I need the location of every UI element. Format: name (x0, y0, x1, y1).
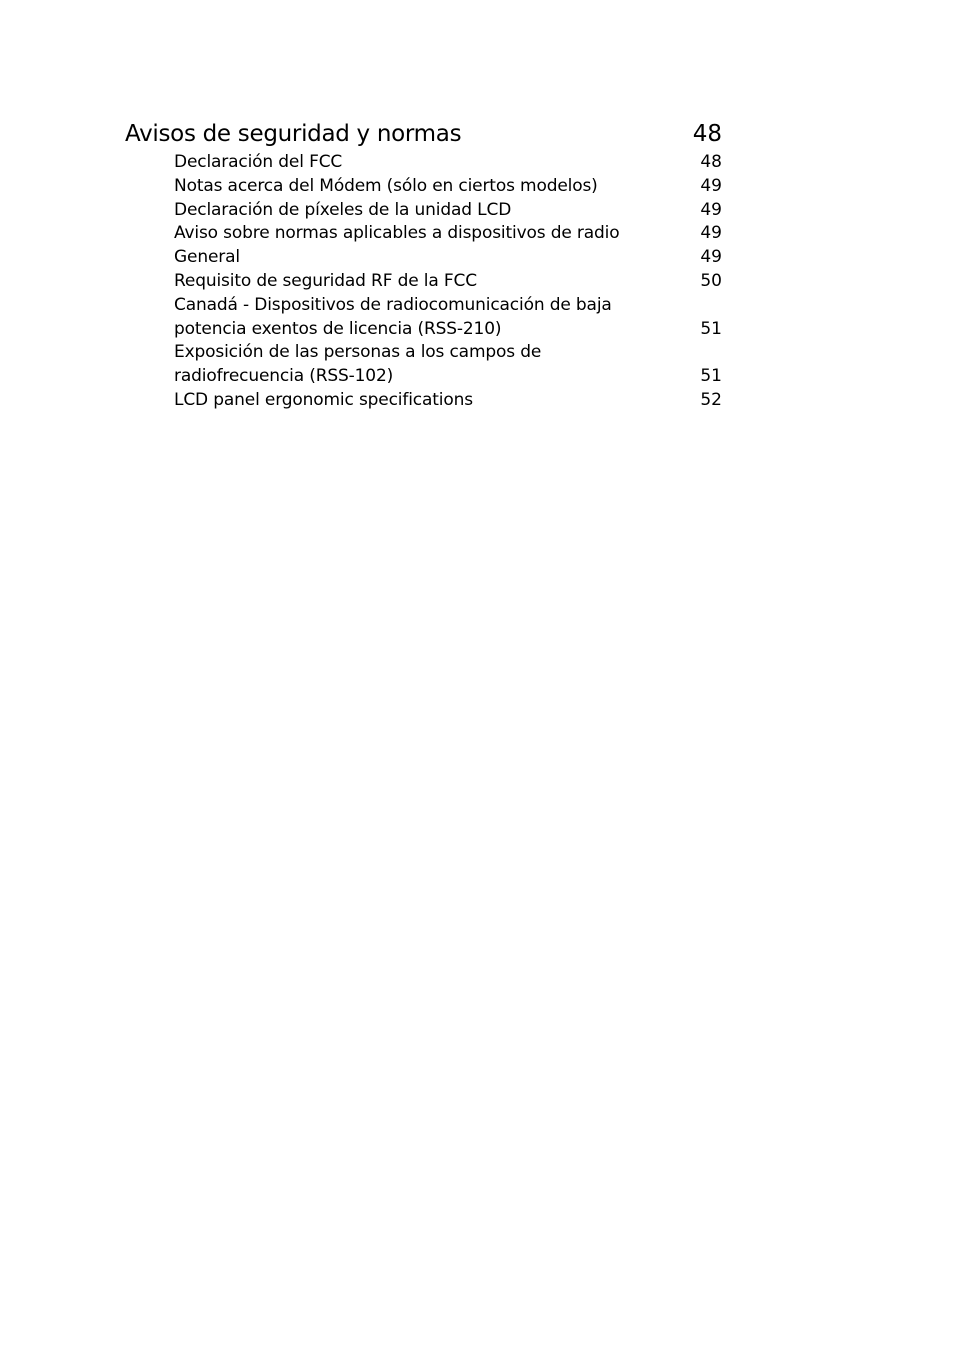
toc-entry-title: Canadá - Dispositivos de radiocomunicación de baja potencia exentos de licencia (RSS-210) (174, 294, 612, 339)
toc-entry[interactable] (174, 341, 722, 389)
toc-entry-page: 49 (700, 175, 722, 196)
toc-entry-title: Aviso sobre normas aplicables a dispositivos de radio (174, 223, 620, 244)
toc-entry[interactable] (174, 389, 722, 413)
toc-entry[interactable] (174, 222, 722, 246)
toc-entry-page: 48 (700, 152, 722, 172)
toc-entry[interactable] (174, 199, 722, 223)
toc-entry-title: Exposición de las personas a los campos de radiofrecuencia (RSS-102) (174, 342, 542, 387)
section-page-number: 48 (692, 121, 722, 147)
toc-entry-page: 51 (700, 318, 722, 339)
toc-entry-title: Declaración del FCC (174, 152, 343, 172)
toc-section-heading[interactable] (125, 117, 722, 151)
toc-entry-list (125, 151, 722, 413)
toc-entry-title: General (174, 247, 240, 268)
toc-entry[interactable] (174, 270, 722, 294)
toc-entry-title: Declaración de píxeles de la unidad LCD (174, 199, 512, 220)
toc-entry-title: Requisito de seguridad RF de la FCC (174, 270, 477, 291)
toc-entry-page: 49 (700, 223, 722, 244)
toc-entry[interactable] (174, 246, 722, 270)
toc-entry-page: 51 (700, 366, 722, 387)
toc-entry-title: LCD panel ergonomic specifications (174, 389, 473, 410)
table-of-contents (125, 117, 722, 413)
toc-entry-page: 50 (700, 270, 722, 291)
toc-entry[interactable] (174, 294, 722, 342)
toc-entry-title: Notas acerca del Módem (sólo en ciertos modelos) (174, 175, 598, 196)
toc-entry-page: 49 (700, 199, 722, 220)
toc-entry[interactable] (174, 175, 722, 199)
toc-entry-page: 52 (700, 389, 722, 410)
section-title: Avisos de seguridad y normas (125, 121, 462, 147)
toc-entry-page: 49 (700, 247, 722, 268)
toc-entry[interactable] (174, 151, 722, 175)
